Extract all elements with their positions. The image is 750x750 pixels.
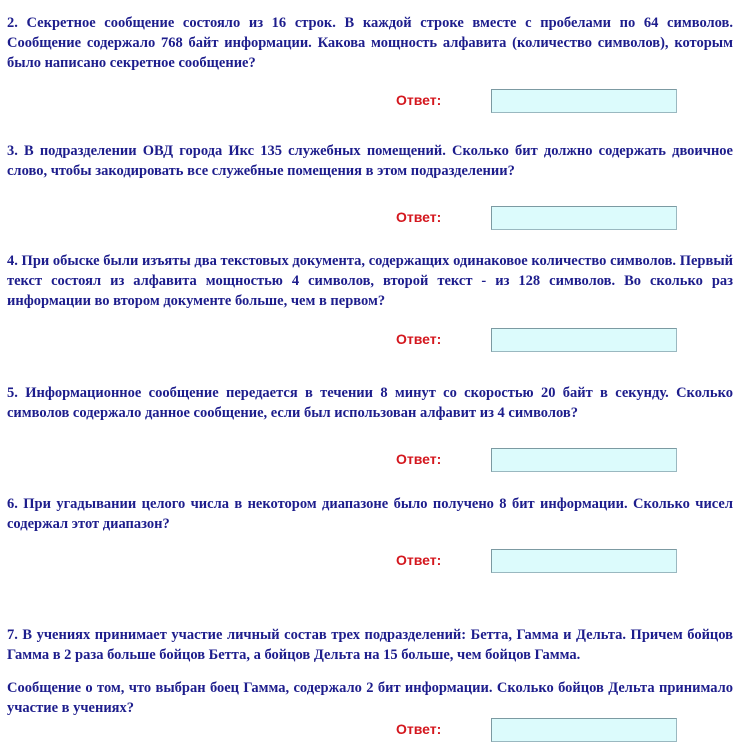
task-6-answer-label: Ответ: (396, 552, 442, 568)
task-3-question: 3. В подразделении ОВД города Икс 135 служебных помещений. Сколько бит должно содержать двоичное слово, чтобы закодировать все служебные помещения в этом подразделении? (7, 143, 733, 179)
task-3-answer-input[interactable] (491, 206, 677, 230)
task-5-question: 5. Информационное сообщение передается в течении 8 минут со скоростью 20 байт в секунду. Сколько символов содержало данное сообщение, если был использован алфавит из 4 символов? (7, 385, 733, 421)
task-6-answer-input[interactable] (491, 549, 677, 573)
task-2-answer-input[interactable] (491, 89, 677, 113)
task-5-answer-label: Ответ: (396, 451, 442, 467)
task-2-answer-row (0, 89, 750, 113)
task-4-question: 4. При обыске были изъяты два текстовых документа, содержащих одинаковое количество символов. Первый текст состоял из алфавита мощностью 4 символов, второй текст - из 128 символов. Во сколько раз информации во втором документе больше, чем в первом? (7, 253, 733, 309)
task-7-question: 7. В учениях принимает участие личный состав трех подразделений: Бетта, Гамма и Дельта. Причем бойцов Гамма в 2 раза больше бойцов Бетта, а бойцов Дельта на 15 больше, чем бойцов Гамма. (7, 627, 733, 663)
task-7-answer-input[interactable] (491, 718, 677, 742)
task-5-answer-row (0, 448, 750, 472)
task-3-answer-label: Ответ: (396, 209, 442, 225)
task-7-answer-label: Ответ: (396, 721, 442, 737)
task-7-answer-row (0, 718, 750, 742)
task-5-answer-input[interactable] (491, 448, 677, 472)
task-4-answer-row (0, 328, 750, 352)
task-6-question: 6. При угадывании целого числа в некотором диапазоне было получено 8 бит информации. Сколько чисел содержал этот диапазон? (7, 496, 733, 532)
task-3-answer-row (0, 206, 750, 230)
task-6-answer-row (0, 549, 750, 573)
task-7-question-part-2: Сообщение о том, что выбран боец Гамма, содержало 2 бит информации. Сколько бойцов Дельта принимало участие в учениях? (7, 680, 733, 716)
task-4-answer-label: Ответ: (396, 331, 442, 347)
task-2-question: 2. Секретное сообщение состояло из 16 строк. В каждой строке вместе с пробелами по 64 символов. Сообщение содержало 768 байт информации. Какова мощность алфавита (количество символов), которым было написано секретное сообщение? (7, 15, 733, 71)
task-4-answer-input[interactable] (491, 328, 677, 352)
task-2-answer-label: Ответ: (396, 92, 442, 108)
